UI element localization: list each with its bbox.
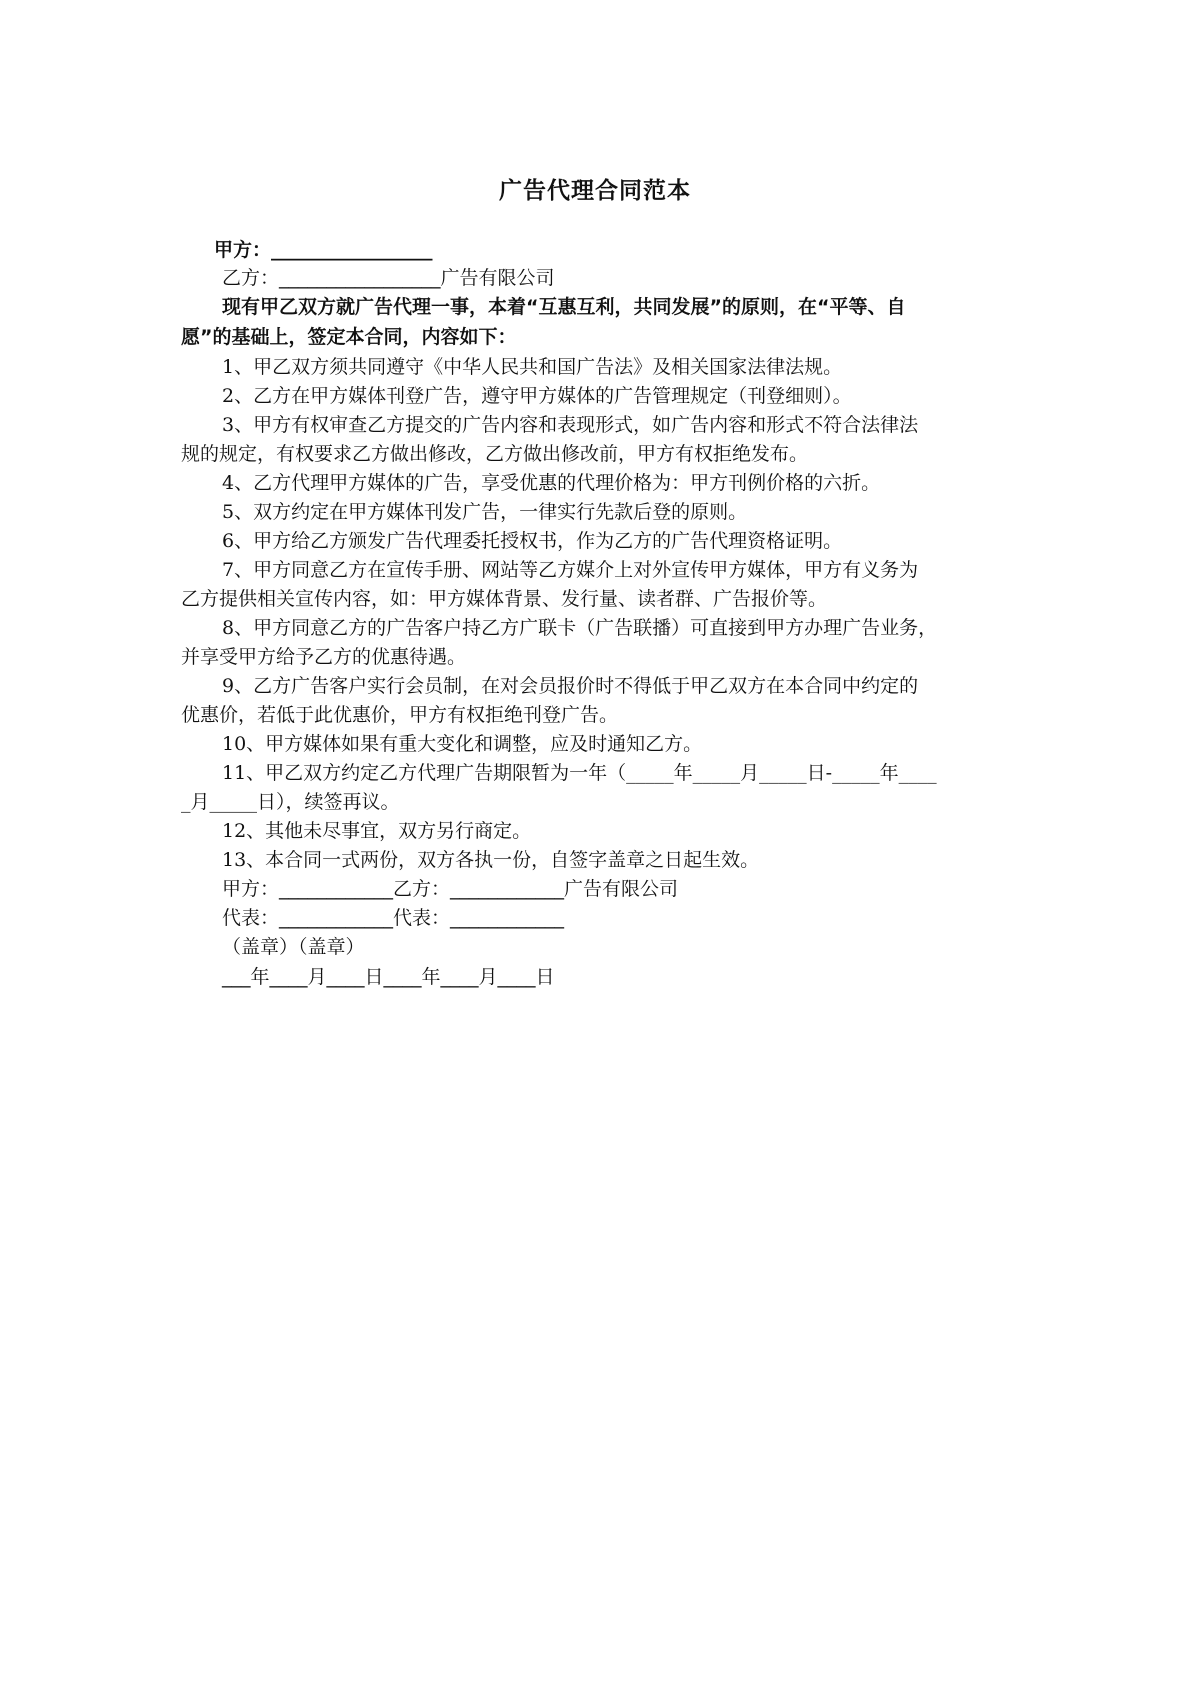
clause-4: 4、乙方代理甲方媒体的广告，享受优惠的代理价格为：甲方刊例价格的六折。 (222, 472, 881, 494)
signature-representatives: 代表：____________代表：____________ (222, 907, 565, 929)
clause-8-line-2: 并享受甲方给予乙方的优惠待遇。 (181, 646, 467, 668)
document-title: 广告代理合同范本 (499, 178, 691, 204)
clause-11-line-2: _月_____日），续签再议。 (181, 791, 400, 813)
clause-13: 13、本合同一式两份，双方各执一份，自签字盖章之日起生效。 (222, 849, 760, 871)
intro-line-1: 现有甲乙双方就广告代理一事，本着“互惠互利，共同发展”的原则，在“平等、自 (222, 296, 906, 318)
signature-dates: ___年____月____日____年____月____日 (222, 966, 555, 988)
signature-parties: 甲方：____________乙方：____________广告有限公司 (222, 878, 679, 900)
clause-3-line-2: 规的规定，有权要求乙方做出修改，乙方做出修改前，甲方有权拒绝发布。 (181, 443, 809, 465)
clause-7-line-2: 乙方提供相关宣传内容，如：甲方媒体背景、发行量、读者群、广告报价等。 (181, 588, 828, 610)
party-a-line: 甲方：_________________ (214, 239, 433, 261)
clause-2: 2、乙方在甲方媒体刊登广告，遵守甲方媒体的广告管理规定（刊登细则）。 (222, 385, 852, 407)
clause-11-line-1: 11、甲乙双方约定乙方代理广告期限暂为一年（_____年_____月_____日-_____年____ (222, 762, 937, 784)
clause-1: 1、甲乙双方须共同遵守《中华人民共和国广告法》及相关国家法律法规。 (222, 356, 843, 378)
clause-8-line-1: 8、甲方同意乙方的广告客户持乙方广联卡（广告联播）可直接到甲方办理广告业务， (222, 617, 938, 639)
clause-9-line-1: 9、乙方广告客户实行会员制，在对会员报价时不得低于甲乙双方在本合同中约定的 (222, 675, 919, 697)
clause-7-line-1: 7、甲方同意乙方在宣传手册、网站等乙方媒介上对外宣传甲方媒体，甲方有义务为 (222, 559, 919, 581)
intro-line-2: 愿”的基础上，签定本合同，内容如下： (181, 326, 517, 348)
clause-10: 10、甲方媒体如果有重大变化和调整，应及时通知乙方。 (222, 733, 703, 755)
party-b-line: 乙方：_________________广告有限公司 (222, 267, 555, 289)
clause-6: 6、甲方给乙方颁发广告代理委托授权书，作为乙方的广告代理资格证明。 (222, 530, 843, 552)
clause-12: 12、其他未尽事宜，双方另行商定。 (222, 820, 532, 842)
clause-5: 5、双方约定在甲方媒体刊发广告，一律实行先款后登的原则。 (222, 501, 748, 523)
signature-seals: （盖章）（盖章） (222, 936, 365, 958)
clause-9-line-2: 优惠价，若低于此优惠价，甲方有权拒绝刊登广告。 (181, 704, 619, 726)
clause-3-line-1: 3、甲方有权审查乙方提交的广告内容和表现形式，如广告内容和形式不符合法律法 (222, 414, 919, 436)
